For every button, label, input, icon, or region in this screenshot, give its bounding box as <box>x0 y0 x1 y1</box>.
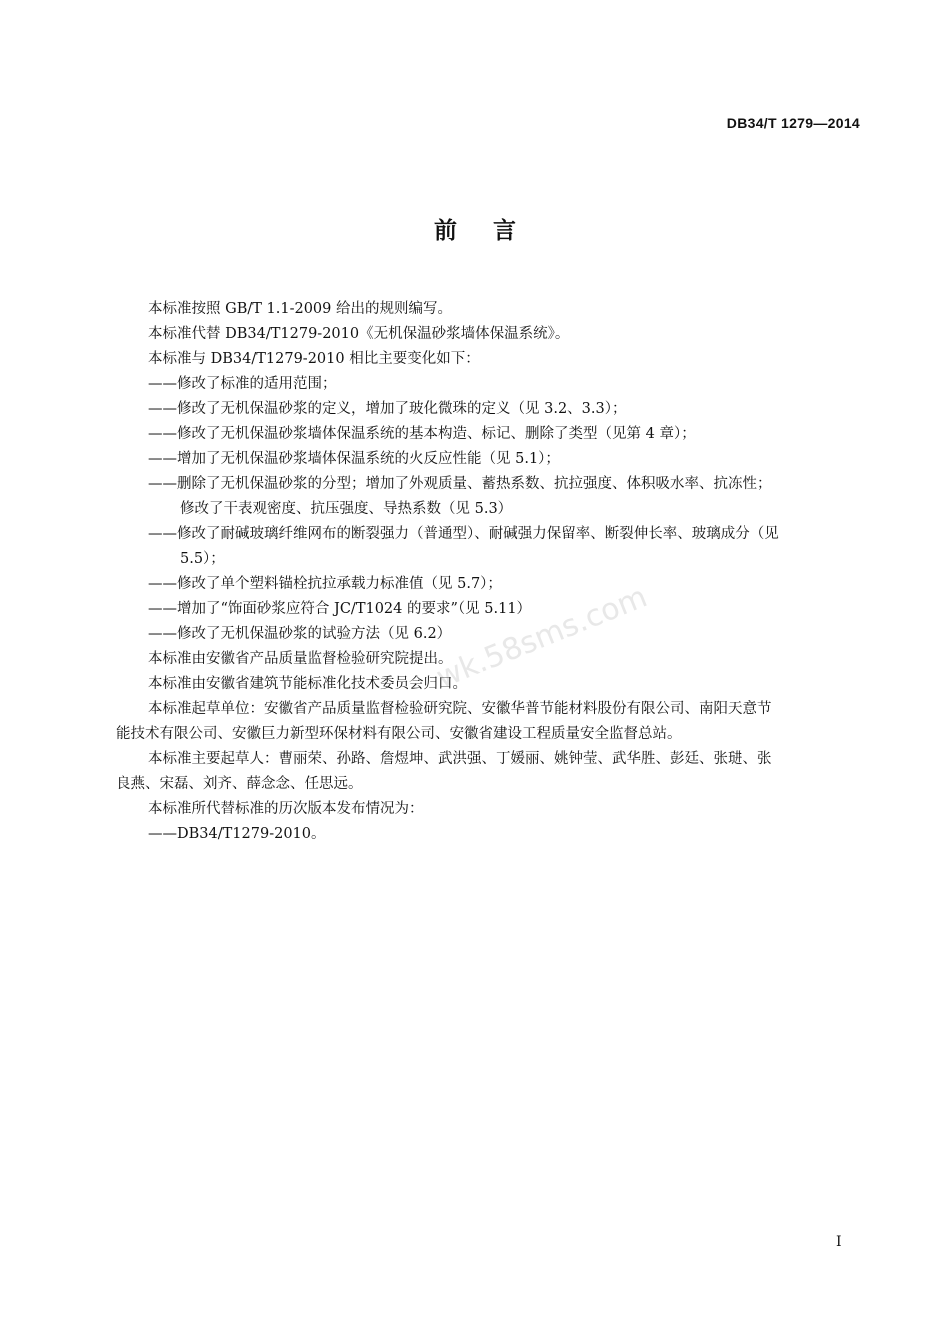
paragraph-line: 良燕、宋磊、刘齐、薛念念、任思远。 <box>116 776 363 792</box>
paragraph-line: 本标准主要起草人：曹丽荣、孙路、詹煜坤、武洪强、丁媛丽、姚钟莹、武华胜、彭廷、张琎、张 <box>148 751 772 767</box>
paragraph-line: 本标准由安徽省产品质量监督检验研究院提出。 <box>148 651 453 667</box>
paragraph-line: 5.5）； <box>180 551 225 567</box>
change-list-item: ——修改了标准的适用范围； <box>148 376 337 392</box>
paragraph-line: 本标准所代替标准的历次版本发布情况为： <box>148 801 424 817</box>
change-list-item: ——修改了耐碱玻璃纤维网布的断裂强力（普通型）、耐碱强力保留率、断裂伸长率、玻璃成分（见 <box>148 526 779 542</box>
page-number: I <box>836 1234 842 1250</box>
document-number: DB34/T 1279—2014 <box>726 115 860 131</box>
paragraph-line: 本标准起草单位：安徽省产品质量监督检验研究院、安徽华普节能材料股份有限公司、南阳天意节 <box>148 701 772 717</box>
change-list-item: ——增加了无机保温砂浆墙体保温系统的火反应性能（见 5.1）； <box>148 451 560 467</box>
title-char-2: 言 <box>493 218 516 244</box>
change-list-item: ——修改了无机保温砂浆墙体保温系统的基本构造、标记、删除了类型（见第 4 章）； <box>148 426 696 442</box>
change-list-item: ——删除了无机保温砂浆的分型；增加了外观质量、蓄热系数、抗拉强度、体积吸水率、抗冻性； <box>148 476 772 492</box>
title-char-1: 前 <box>434 218 457 244</box>
paragraph-line: 本标准按照 GB/T 1.1-2009 给出的规则编写。 <box>148 301 452 317</box>
foreword-body <box>116 297 862 847</box>
change-list-item: ——DB34/T1279-2010。 <box>148 826 326 842</box>
change-list-item: ——修改了单个塑料锚栓抗拉承载力标准值（见 5.7）； <box>148 576 502 592</box>
change-list-item: ——修改了无机保温砂浆的定义，增加了玻化微珠的定义（见 3.2、3.3）； <box>148 401 627 417</box>
watermark: wk.58sms.com <box>431 579 653 696</box>
paragraph-line: 修改了干表观密度、抗压强度、导热系数（见 5.3） <box>180 501 513 517</box>
paragraph-line: 本标准与 DB34/T1279-2010 相比主要变化如下： <box>148 351 480 367</box>
change-list-item: ——修改了无机保温砂浆的试验方法（见 6.2） <box>148 626 452 642</box>
paragraph-line: 本标准代替 DB34/T1279-2010《无机保温砂浆墙体保温系统》。 <box>148 326 570 342</box>
change-list-item: ——增加了“饰面砂浆应符合 JC/T1024 的要求”（见 5.11） <box>148 601 532 617</box>
paragraph-line: 能技术有限公司、安徽巨力新型环保材料有限公司、安徽省建设工程质量安全监督总站。 <box>116 726 682 742</box>
paragraph-line: 本标准由安徽省建筑节能标准化技术委员会归口。 <box>148 676 467 692</box>
page-title <box>0 212 950 245</box>
